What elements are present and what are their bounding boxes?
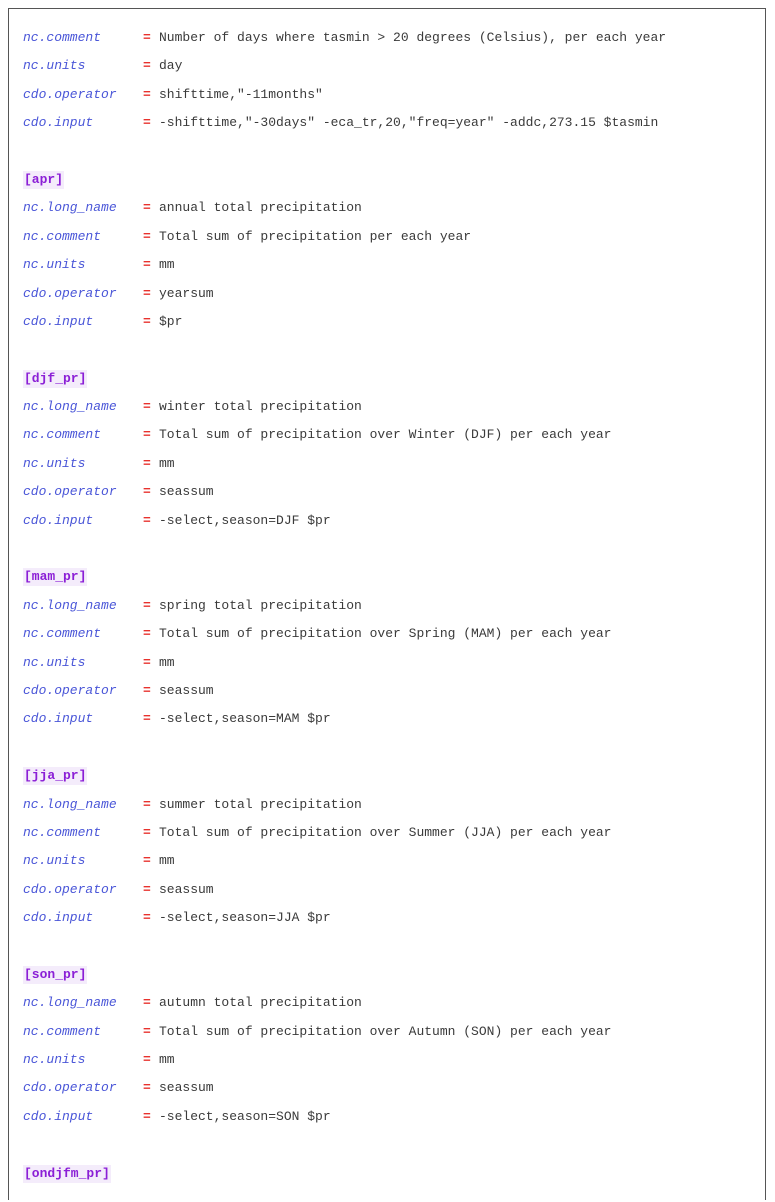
config-value: -select,season=DJF $pr bbox=[159, 512, 331, 528]
config-value: -shifttime,"-30days" -eca_tr,20,"freq=year" -addc,273.15 $tasmin bbox=[159, 115, 659, 131]
config-key: nc.units bbox=[23, 654, 86, 670]
config-key: cdo.input bbox=[23, 115, 94, 131]
equals-sign: = bbox=[143, 484, 151, 500]
equals-sign: = bbox=[143, 285, 151, 301]
config-line bbox=[23, 393, 765, 421]
config-line bbox=[23, 876, 765, 904]
config-line bbox=[23, 450, 765, 478]
config-line bbox=[23, 649, 765, 677]
config-key: nc.comment bbox=[23, 626, 102, 642]
blank-line bbox=[23, 535, 765, 563]
equals-sign: = bbox=[143, 597, 151, 613]
config-key: nc.units bbox=[23, 1052, 86, 1068]
config-line bbox=[23, 1046, 765, 1074]
config-value: -select,season=SON $pr bbox=[159, 1108, 331, 1124]
config-line bbox=[23, 677, 765, 705]
config-line bbox=[23, 507, 765, 535]
config-value: mm bbox=[159, 853, 175, 869]
config-value: spring total precipitation bbox=[159, 597, 362, 613]
config-value: seassum bbox=[159, 484, 214, 500]
section-header-line bbox=[23, 961, 765, 989]
section-header-line bbox=[23, 166, 765, 194]
section-header: [mam_pr] bbox=[24, 569, 87, 585]
config-value: winter total precipitation bbox=[159, 399, 362, 415]
section-header-line bbox=[23, 1160, 765, 1188]
config-key: nc.units bbox=[23, 853, 86, 869]
config-key: nc.long_name bbox=[23, 796, 117, 812]
config-value: $pr bbox=[159, 313, 183, 329]
section-header: [son_pr] bbox=[24, 966, 87, 982]
config-line bbox=[23, 223, 765, 251]
config-key: nc.long_name bbox=[23, 995, 117, 1011]
config-line bbox=[23, 989, 765, 1017]
config-key: cdo.operator bbox=[23, 682, 117, 698]
config-value: shifttime,"-11months" bbox=[159, 86, 323, 102]
equals-sign: = bbox=[143, 512, 151, 528]
config-line bbox=[23, 904, 765, 932]
equals-sign: = bbox=[143, 796, 151, 812]
config-value: mm bbox=[159, 455, 175, 471]
config-value: Total sum of precipitation over Summer (JJA) per each year bbox=[159, 824, 612, 840]
config-key: nc.comment bbox=[23, 1023, 102, 1039]
config-line bbox=[23, 81, 765, 109]
config-value: Total sum of precipitation over Winter (DJF) per each year bbox=[159, 427, 612, 443]
equals-sign: = bbox=[143, 682, 151, 698]
config-key: cdo.operator bbox=[23, 881, 117, 897]
equals-sign: = bbox=[143, 1023, 151, 1039]
config-value: annual total precipitation bbox=[159, 200, 362, 216]
blank-line bbox=[23, 336, 765, 364]
config-value: seassum bbox=[159, 1080, 214, 1096]
config-line bbox=[23, 24, 765, 52]
equals-sign: = bbox=[143, 910, 151, 926]
config-key: nc.long_name bbox=[23, 200, 117, 216]
equals-sign: = bbox=[143, 455, 151, 471]
config-line bbox=[23, 847, 765, 875]
config-key: cdo.input bbox=[23, 910, 94, 926]
section-header: [ondjfm_pr] bbox=[24, 1165, 110, 1181]
config-line bbox=[23, 52, 765, 80]
equals-sign: = bbox=[143, 824, 151, 840]
equals-sign: = bbox=[143, 86, 151, 102]
config-value: seassum bbox=[159, 682, 214, 698]
blank-line bbox=[23, 734, 765, 762]
config-key: cdo.operator bbox=[23, 484, 117, 500]
config-key: nc.units bbox=[23, 455, 86, 471]
config-value: Total sum of precipitation over Spring (MAM) per each year bbox=[159, 626, 612, 642]
config-value: -select,season=JJA $pr bbox=[159, 910, 331, 926]
equals-sign: = bbox=[143, 58, 151, 74]
code-block bbox=[8, 8, 766, 1200]
config-key: cdo.operator bbox=[23, 86, 117, 102]
config-line bbox=[23, 1018, 765, 1046]
config-key: cdo.input bbox=[23, 711, 94, 727]
equals-sign: = bbox=[143, 115, 151, 131]
equals-sign: = bbox=[143, 257, 151, 273]
config-key: nc.comment bbox=[23, 824, 102, 840]
config-value: day bbox=[159, 58, 183, 74]
config-value: seassum bbox=[159, 881, 214, 897]
config-key: cdo.operator bbox=[23, 1080, 117, 1096]
section-header-line bbox=[23, 563, 765, 591]
equals-sign: = bbox=[143, 228, 151, 244]
section-header: [jja_pr] bbox=[24, 768, 87, 784]
equals-sign: = bbox=[143, 427, 151, 443]
config-key: nc.long_name bbox=[23, 399, 117, 415]
equals-sign: = bbox=[143, 881, 151, 897]
blank-line bbox=[23, 138, 765, 166]
config-line bbox=[23, 421, 765, 449]
config-line bbox=[23, 280, 765, 308]
config-key: cdo.operator bbox=[23, 285, 117, 301]
section-header-line bbox=[23, 762, 765, 790]
section-header: [apr] bbox=[24, 171, 64, 187]
equals-sign: = bbox=[143, 1108, 151, 1124]
equals-sign: = bbox=[143, 1052, 151, 1068]
config-key: cdo.input bbox=[23, 1108, 94, 1124]
equals-sign: = bbox=[143, 995, 151, 1011]
config-key: nc.comment bbox=[23, 30, 102, 45]
config-key: nc.comment bbox=[23, 427, 102, 443]
config-line bbox=[23, 194, 765, 222]
config-value: Total sum of precipitation over Autumn (SON) per each year bbox=[159, 1023, 612, 1039]
config-value: Total sum of precipitation per each year bbox=[159, 228, 472, 244]
equals-sign: = bbox=[143, 654, 151, 670]
equals-sign: = bbox=[143, 853, 151, 869]
blank-line bbox=[23, 1131, 765, 1159]
config-value: autumn total precipitation bbox=[159, 995, 362, 1011]
equals-sign: = bbox=[143, 313, 151, 329]
config-line bbox=[23, 791, 765, 819]
equals-sign: = bbox=[143, 399, 151, 415]
equals-sign: = bbox=[143, 626, 151, 642]
config-line bbox=[23, 478, 765, 506]
config-value: Number of days where tasmin > 20 degrees (Celsius), per each year bbox=[159, 30, 667, 45]
config-line bbox=[23, 109, 765, 137]
config-line bbox=[23, 1074, 765, 1102]
config-listing bbox=[23, 24, 765, 1188]
section-header: [djf_pr] bbox=[24, 370, 87, 386]
equals-sign: = bbox=[143, 1080, 151, 1096]
config-key: nc.comment bbox=[23, 228, 102, 244]
config-value: summer total precipitation bbox=[159, 796, 362, 812]
equals-sign: = bbox=[143, 30, 151, 45]
equals-sign: = bbox=[143, 200, 151, 216]
config-line bbox=[23, 592, 765, 620]
config-line bbox=[23, 1103, 765, 1131]
config-line bbox=[23, 620, 765, 648]
config-line bbox=[23, 819, 765, 847]
config-key: nc.long_name bbox=[23, 597, 117, 613]
config-line bbox=[23, 251, 765, 279]
config-line bbox=[23, 308, 765, 336]
config-value: mm bbox=[159, 654, 175, 670]
config-value: mm bbox=[159, 257, 175, 273]
config-key: nc.units bbox=[23, 58, 86, 74]
blank-line bbox=[23, 933, 765, 961]
equals-sign: = bbox=[143, 711, 151, 727]
config-value: yearsum bbox=[159, 285, 214, 301]
config-key: nc.units bbox=[23, 257, 86, 273]
config-key: cdo.input bbox=[23, 313, 94, 329]
config-value: mm bbox=[159, 1052, 175, 1068]
config-value: -select,season=MAM $pr bbox=[159, 711, 331, 727]
section-header-line bbox=[23, 365, 765, 393]
config-line bbox=[23, 705, 765, 733]
config-key: cdo.input bbox=[23, 512, 94, 528]
